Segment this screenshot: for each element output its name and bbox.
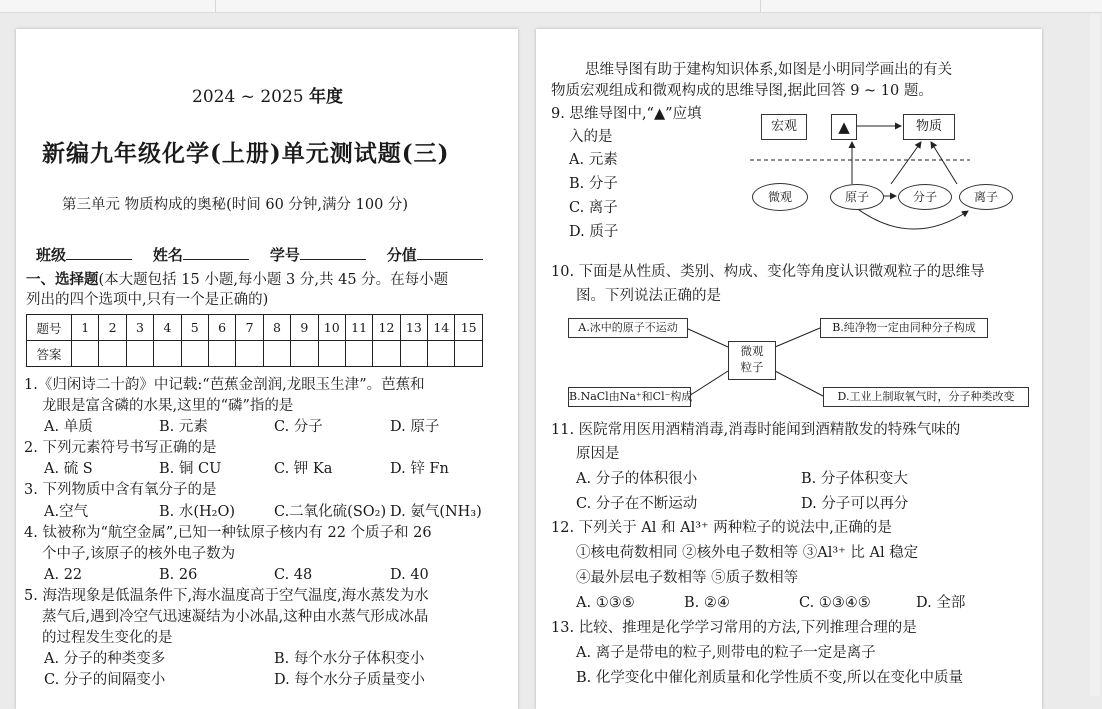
answer-cell[interactable]	[154, 341, 181, 367]
option: B. 分子	[569, 176, 618, 192]
section-desc-2: 列出的四个选项中,只有一个是正确的)	[26, 292, 269, 308]
class-blank[interactable]	[66, 245, 132, 260]
answer-cell[interactable]	[208, 341, 235, 367]
option-c-box: B.NaCl由Na⁺和Cl⁻构成	[568, 387, 691, 407]
page-left	[16, 29, 518, 709]
question-number: 10	[318, 315, 345, 341]
option: C. 分子在不断运动	[576, 496, 698, 512]
option: D. 氨气(NH₃)	[390, 504, 482, 520]
option: A. 22	[44, 567, 83, 583]
option: D. 原子	[390, 419, 440, 435]
question-4-cont: 个中子,该原子的核外电子数为	[42, 546, 236, 562]
exam-title: 新编九年级化学(上册)单元测试题(三)	[42, 140, 450, 167]
intro-text: 思维导图有助于建构知识体系,如图是小明同学画出的有关	[585, 62, 953, 78]
matter-box: 物质	[903, 114, 955, 140]
ion-ellipse: 离子	[959, 184, 1013, 210]
center-label-2: 粒子	[740, 360, 764, 374]
question-1: 1.《归闲诗二十韵》中记载:“芭蕉金剖润,龙眼玉生津”。芭蕉和	[24, 377, 425, 393]
question-5: 5. 海浩现象是低温条件下,海水温度高于空气温度,海水蒸发为水	[24, 588, 429, 604]
toolbar-divider	[215, 0, 216, 12]
question-number: 3	[126, 315, 153, 341]
answer-cell[interactable]	[400, 341, 427, 367]
question-number: 1	[72, 315, 99, 341]
option: C. 钾 Ka	[274, 461, 333, 477]
option-d-box: D.工业上制取氧气时，分子种类改变	[823, 387, 1029, 407]
answer-table	[26, 314, 483, 367]
option: B. 铜 CU	[159, 461, 222, 477]
scrollbar[interactable]	[1090, 14, 1100, 696]
question-5-cont: 蒸气后,遇到冷空气迅速凝结为小冰晶,这种由水蒸气形成冰晶	[42, 609, 429, 625]
viewer-toolbar	[0, 0, 1102, 13]
question-2: 2. 下列元素符号书写正确的是	[24, 440, 217, 456]
toolbar-divider	[760, 0, 761, 12]
option: B. ②④	[684, 595, 730, 611]
question-9: 9. 思维导图中,“▲”应填	[551, 106, 702, 122]
option: D. 质子	[569, 224, 619, 240]
section-title: 一、选择题	[26, 271, 99, 288]
field-class: 班级	[36, 246, 67, 264]
option: C.二氧化硫(SO₂)	[274, 504, 387, 520]
question-1-cont: 龙眼是富含磷的水果,这里的“磷”指的是	[42, 398, 294, 414]
answer-cell[interactable]	[373, 341, 400, 367]
answer-cell[interactable]	[126, 341, 153, 367]
option: C. ①③④⑤	[799, 595, 871, 611]
question-number: 15	[455, 315, 482, 341]
option: A. ①③⑤	[576, 595, 635, 611]
question-12: 12. 下列关于 Al 和 Al³⁺ 两种粒子的说法中,正确的是	[551, 520, 892, 536]
year-range: 2024 ~ 2025	[192, 87, 304, 107]
question-number: 11	[345, 315, 372, 341]
question-number: 2	[99, 315, 126, 341]
year-heading	[192, 87, 343, 107]
option: A. 单质	[44, 419, 93, 435]
answer-cell[interactable]	[345, 341, 372, 367]
option: B. 分子体积变大	[801, 471, 908, 487]
answer-cell[interactable]	[291, 341, 318, 367]
question-number: 4	[154, 315, 181, 341]
option: B. 化学变化中催化剂质量和化学性质不变,所以在变化中质量	[576, 670, 963, 686]
answer-label: 答案	[27, 341, 72, 367]
option: D. 每个水分子质量变小	[274, 672, 425, 688]
molecule-ellipse: 分子	[898, 184, 952, 210]
score-blank[interactable]	[417, 245, 483, 260]
answer-cell[interactable]	[99, 341, 126, 367]
option: A. 元素	[569, 152, 618, 168]
question-13: 13. 比较、推理是化学学习常用的方法,下列推理合理的是	[551, 620, 917, 636]
option: D. 锌 Fn	[390, 461, 449, 477]
question-11-cont: 原因是	[576, 446, 620, 462]
triangle-box: ▲	[831, 114, 857, 140]
diagram-10-connectors	[536, 29, 1042, 429]
option: A. 离子是带电的粒子,则带电的粒子一定是离子	[576, 645, 876, 661]
question-number: 12	[373, 315, 400, 341]
center-box	[728, 341, 776, 380]
macro-box: 宏观	[761, 114, 807, 140]
question-3: 3. 下列物质中含有氧分子的是	[24, 482, 217, 498]
option: D. 分子可以再分	[801, 496, 909, 512]
field-score: 分值	[386, 246, 417, 264]
option: C. 离子	[569, 200, 618, 216]
question-number: 13	[400, 315, 427, 341]
exam-subtitle: 第三单元 物质构成的奥秘(时间 60 分钟,满分 100 分)	[62, 197, 409, 213]
table-row	[27, 341, 483, 367]
question-10-cont: 图。下列说法正确的是	[576, 288, 721, 304]
center-label-1: 微观	[740, 344, 764, 358]
answer-cell[interactable]	[455, 341, 482, 367]
option-a-box: A.冰中的原子不运动	[568, 318, 688, 338]
page-right	[536, 29, 1042, 709]
question-number: 14	[428, 315, 455, 341]
section-desc: (本大题包括 15 小题,每小题 3 分,共 45 分。在每小题	[98, 272, 449, 288]
answer-cell[interactable]	[318, 341, 345, 367]
question-number: 8	[263, 315, 290, 341]
question-number: 9	[291, 315, 318, 341]
option: C. 分子的间隔变小	[44, 672, 166, 688]
question-5-cont: 的过程发生变化的是	[42, 630, 173, 646]
option: A.空气	[44, 504, 89, 520]
answer-cell[interactable]	[181, 341, 208, 367]
question-number: 6	[208, 315, 235, 341]
question-9-cont: 入的是	[569, 129, 613, 145]
option: B. 26	[159, 567, 198, 583]
year-suffix: 年度	[309, 87, 343, 107]
option-b-box: B.纯净物一定由同种分子构成	[820, 318, 988, 338]
student-info-fields	[36, 245, 483, 265]
name-blank[interactable]	[183, 245, 249, 260]
number-blank[interactable]	[300, 245, 366, 260]
atom-ellipse: 原子	[830, 184, 884, 210]
option: D. 40	[390, 567, 429, 583]
question-12-items: ④最外层电子数相等 ⑤质子数相等	[576, 570, 799, 586]
answer-cell[interactable]	[428, 341, 455, 367]
question-12-items: ①核电荷数相同 ②核外电子数相等 ③Al³⁺ 比 Al 稳定	[576, 545, 919, 561]
field-number: 学号	[269, 246, 300, 264]
option: A. 分子的体积很小	[576, 471, 698, 487]
intro-text-cont: 物质宏观组成和微观构成的思维导图,据此回答 9 ~ 10 题。	[551, 83, 933, 99]
option: B. 每个水分子体积变小	[274, 651, 425, 667]
option: D. 全部	[916, 595, 966, 611]
table-row	[27, 315, 483, 341]
section-heading	[26, 270, 448, 290]
question-11: 11. 医院常用医用酒精消毒,消毒时能闻到酒精散发的特殊气味的	[551, 422, 961, 438]
question-number: 7	[236, 315, 263, 341]
micro-ellipse: 微观	[752, 183, 808, 211]
answer-cell[interactable]	[236, 341, 263, 367]
question-10: 10. 下面是从性质、类别、构成、变化等角度认识微观粒子的思维导	[551, 264, 985, 280]
option: B. 水(H₂O)	[159, 504, 236, 520]
answer-cell[interactable]	[263, 341, 290, 367]
option: A. 分子的种类变多	[44, 651, 166, 667]
option: C. 48	[274, 567, 313, 583]
question-number: 5	[181, 315, 208, 341]
option: C. 分子	[274, 419, 323, 435]
field-name: 姓名	[152, 246, 183, 264]
table-header: 题号	[27, 315, 72, 341]
option: A. 硫 S	[44, 461, 93, 477]
answer-cell[interactable]	[72, 341, 99, 367]
question-4: 4. 钛被称为“航空金属”,已知一种钛原子核内有 22 个质子和 26	[24, 525, 432, 541]
option: B. 元素	[159, 419, 208, 435]
